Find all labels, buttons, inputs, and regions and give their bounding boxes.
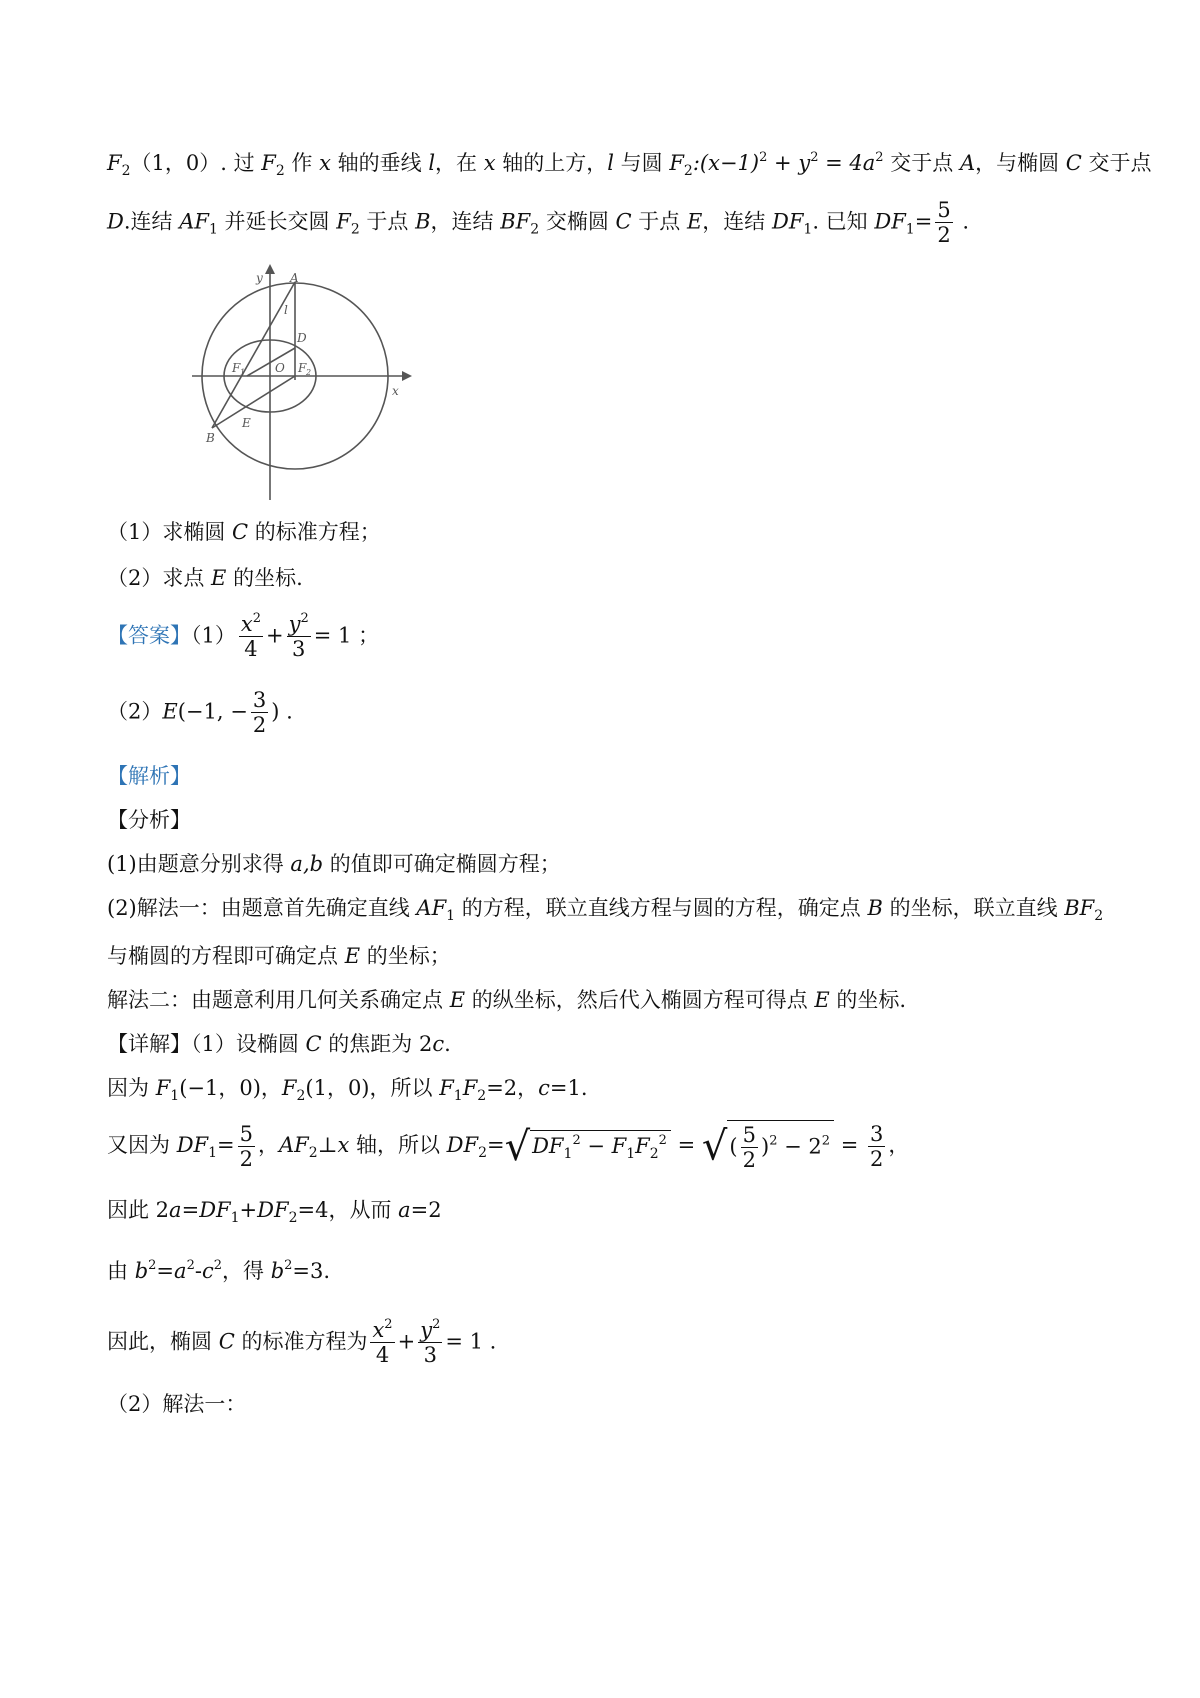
text: (2)解法一：由题意首先确定直线 <box>107 896 417 920</box>
numerator: 3 <box>252 688 267 712</box>
text: DF <box>532 1134 564 1159</box>
label-f2-sub: 2 <box>306 368 312 377</box>
label-l: l <box>284 303 288 317</box>
text: 轴，所以 <box>349 1133 447 1158</box>
detail-line-7: （2）解法一： <box>107 1392 247 1416</box>
text: :(x−1) <box>692 151 760 175</box>
text: DF <box>176 1133 209 1158</box>
text: = <box>181 1198 200 1222</box>
text: 由 <box>107 1259 135 1283</box>
denominator: 4 <box>375 1343 390 1368</box>
text: = <box>217 1133 235 1158</box>
text: E <box>162 699 178 724</box>
detail-line-1 <box>107 1032 451 1057</box>
text: 2 <box>432 1317 441 1332</box>
text: = 4a <box>818 151 876 175</box>
text: (−1，0)， <box>179 1076 282 1100</box>
label-b: B <box>206 431 215 445</box>
text: 2 <box>252 611 261 626</box>
text: 的值即可确定椭圆方程； <box>323 852 561 876</box>
text: l <box>428 151 436 175</box>
detail-line-6 <box>107 1318 496 1368</box>
text: 并延长交圆 <box>217 209 337 234</box>
text: =2 <box>410 1198 442 1222</box>
text: C <box>232 520 249 544</box>
text: DF <box>446 1133 479 1158</box>
text: ，连结 <box>702 209 772 234</box>
text: B <box>415 209 431 234</box>
text: 1 <box>208 221 218 238</box>
text: = <box>914 209 933 234</box>
text: D <box>107 209 124 234</box>
fenxi-tag: 【分析】 <box>107 808 191 832</box>
text: .连结 <box>123 209 180 234</box>
denominator: 4 <box>244 637 258 662</box>
text: 交椭圆 <box>539 209 616 234</box>
text: 轴的垂线 <box>330 151 429 175</box>
text: 作 <box>284 151 320 175</box>
x-axis-arrow <box>402 371 412 381</box>
text: ，与椭圆 <box>975 151 1066 175</box>
question-1 <box>107 520 381 545</box>
text: = 1 ； <box>313 623 380 648</box>
denominator: 2 <box>252 713 267 738</box>
text: 2 <box>186 1258 195 1273</box>
text: l <box>607 151 614 175</box>
text: a <box>398 1198 411 1222</box>
text: 1 <box>453 1088 463 1104</box>
label-y: y <box>256 271 263 285</box>
square-root <box>702 1120 834 1173</box>
text: 2 <box>769 1133 778 1149</box>
text: (−1, − <box>177 699 248 724</box>
denominator: 2 <box>937 223 951 248</box>
numerator <box>418 1318 442 1343</box>
text: F <box>107 151 122 175</box>
text: 1 <box>208 1145 218 1162</box>
text: 1 <box>905 221 915 238</box>
text: ⊥ <box>317 1133 338 1158</box>
detail-tag: 【详解】 <box>107 1032 191 1056</box>
problem-line-1 <box>107 150 1152 180</box>
text: 2 <box>477 1088 487 1104</box>
text: BF <box>1064 896 1095 920</box>
text: =4，从而 <box>297 1198 399 1222</box>
text: = <box>156 1259 175 1283</box>
text: 1 <box>626 1146 636 1163</box>
text: = <box>670 1133 702 1158</box>
text: 2 <box>308 1145 318 1162</box>
text: x <box>483 151 496 175</box>
text: 的方程，联立直线方程与圆的方程，确定点 <box>455 896 868 920</box>
text: F <box>462 1076 478 1100</box>
text: 2 <box>350 221 360 238</box>
fraction <box>868 1122 885 1172</box>
text: 因为 <box>107 1076 156 1100</box>
detail-line-4 <box>107 1198 442 1227</box>
denominator: 3 <box>292 637 306 662</box>
radicand <box>530 1130 671 1163</box>
text: ) <box>760 1134 770 1159</box>
text: （1） <box>191 623 236 648</box>
detail-line-3 <box>107 1120 909 1173</box>
text: 2 <box>300 611 309 626</box>
text: 的坐标. <box>226 566 303 590</box>
text: = <box>834 1133 866 1158</box>
radical-sign: √ <box>701 1123 728 1170</box>
text: 2 <box>810 150 819 165</box>
text: (1)由题意分别求得 <box>107 852 291 876</box>
text: ，连结 <box>430 209 501 234</box>
label-d: D <box>297 331 307 345</box>
text: a <box>174 1259 187 1283</box>
text: （2） <box>107 699 163 724</box>
text: 于点 <box>359 209 416 234</box>
text: C <box>615 209 632 234</box>
text: 2 <box>478 1145 487 1162</box>
text: 2 <box>572 1133 581 1149</box>
text: 2 <box>821 1133 831 1149</box>
text: x <box>372 1318 385 1342</box>
fraction <box>935 198 952 248</box>
text: E <box>344 944 361 968</box>
text: E <box>814 988 830 1012</box>
label-f1-sub: 1 <box>240 368 246 377</box>
text: 2 <box>649 1146 659 1163</box>
text: + y <box>767 151 811 175</box>
text: 因此 2 <box>107 1198 170 1222</box>
text: F <box>281 1076 297 1100</box>
problem-line-2 <box>107 198 969 248</box>
label-f2: F <box>298 361 307 375</box>
denominator: 2 <box>742 1148 756 1173</box>
text: b <box>270 1259 285 1283</box>
numerator <box>370 1318 394 1343</box>
fraction <box>741 1123 758 1173</box>
text: DF <box>199 1198 231 1222</box>
text: 的坐标； <box>360 944 451 968</box>
text: + <box>266 623 284 648</box>
text: a <box>169 1198 182 1222</box>
text: AF <box>279 1133 309 1158</box>
text: = <box>486 1133 505 1158</box>
text: 的标准方程； <box>248 520 381 544</box>
numerator <box>239 612 263 637</box>
text: =1. <box>549 1076 588 1100</box>
text: 1 <box>803 221 813 238</box>
answer-line-2 <box>107 688 293 738</box>
text: AF <box>416 896 447 920</box>
text: x <box>337 1133 350 1158</box>
text: ，在 <box>435 151 484 175</box>
analysis-line-3 <box>107 944 451 969</box>
text: 解法二：由题意利用几何关系确定点 <box>107 988 450 1012</box>
text: ( <box>729 1134 738 1159</box>
text: . <box>955 209 970 234</box>
label-e: E <box>242 416 251 430</box>
text: C <box>1065 151 1082 175</box>
text: E <box>686 209 703 234</box>
text: 2 <box>683 163 693 179</box>
text: + <box>397 1329 416 1354</box>
text: 于点 <box>631 209 687 234</box>
denominator: 3 <box>423 1343 437 1368</box>
text: c <box>538 1076 550 1100</box>
text: 的坐标，联立直线 <box>882 896 1065 920</box>
text: x <box>240 612 253 636</box>
radicand <box>727 1120 834 1173</box>
text: y <box>288 612 301 636</box>
text: 1 <box>563 1146 573 1163</box>
fraction <box>287 612 311 662</box>
text: 与椭圆的方程即可确定点 <box>107 944 345 968</box>
text: 2 <box>275 163 285 179</box>
text: 的焦距为 2 <box>321 1032 433 1056</box>
text: 1 <box>230 1210 240 1226</box>
text: F <box>261 151 276 175</box>
text: . 已知 <box>812 209 875 234</box>
text: − F <box>580 1134 627 1159</box>
numerator: 5 <box>742 1123 756 1147</box>
label-a: A <box>290 271 299 285</box>
text: E <box>449 988 466 1012</box>
text: ， <box>888 1133 910 1158</box>
fraction <box>370 1318 394 1368</box>
text: 的纵坐标，然后代入椭圆方程可得点 <box>465 988 815 1012</box>
text: F <box>669 151 684 175</box>
text: DF <box>771 209 804 234</box>
text: c <box>432 1032 445 1056</box>
detail-line-5 <box>107 1258 330 1284</box>
text: (1，0)，所以 <box>305 1076 440 1100</box>
numerator: 3 <box>870 1121 884 1146</box>
numerator: 5 <box>937 198 951 222</box>
analysis-line-4 <box>107 988 906 1013</box>
text: ，得 <box>222 1259 271 1283</box>
text: （1，0）. 过 <box>130 151 262 175</box>
text: 2 <box>658 1133 667 1149</box>
label-x: x <box>392 384 399 398</box>
text: ) . <box>271 699 293 724</box>
label-f1: F <box>232 361 241 375</box>
geometry-figure <box>192 262 432 502</box>
radical-sign: √ <box>504 1123 531 1170</box>
text: 因此，椭圆 <box>107 1329 219 1354</box>
fraction <box>251 688 268 738</box>
text: 2 <box>875 150 884 165</box>
text: （1）设椭圆 <box>191 1032 306 1056</box>
text: - <box>194 1259 202 1283</box>
text: 2 <box>384 1317 393 1332</box>
text: 2 <box>759 150 768 165</box>
text: F <box>336 209 351 234</box>
numerator: 5 <box>239 1121 254 1146</box>
text: − 2 <box>777 1134 822 1159</box>
text: 的标准方程为 <box>234 1329 368 1354</box>
text: （1）求椭圆 <box>107 520 233 544</box>
text: DF <box>257 1198 289 1222</box>
text: =2， <box>486 1076 539 1100</box>
square-root <box>504 1123 671 1170</box>
text: a,b <box>290 852 324 876</box>
denominator: 2 <box>870 1146 884 1171</box>
text: 1 <box>170 1088 180 1104</box>
jiexi-tag: 【解析】 <box>107 764 191 788</box>
text: C <box>305 1032 322 1056</box>
text: F <box>635 1134 650 1159</box>
text: 的坐标. <box>829 988 907 1012</box>
answer-tag: 【答案】 <box>107 623 191 648</box>
denominator: 2 <box>239 1146 254 1171</box>
fraction <box>238 1122 255 1172</box>
text: 交于点 <box>883 151 960 175</box>
text: =3. <box>292 1259 331 1283</box>
text: DF <box>874 209 906 234</box>
text: 与圆 <box>613 151 670 175</box>
text: 交于点 <box>1081 151 1152 175</box>
text: 2 <box>1094 908 1104 924</box>
text: C <box>218 1329 235 1354</box>
text: = 1 . <box>445 1329 497 1354</box>
analysis-line-2 <box>107 896 1103 925</box>
numerator <box>287 612 311 637</box>
text: y <box>420 1318 433 1342</box>
text: BF <box>500 209 531 234</box>
text: 2 <box>121 163 131 179</box>
detail-line-2 <box>107 1076 588 1105</box>
text: . <box>444 1032 451 1056</box>
text: 2 <box>284 1258 293 1273</box>
text: x <box>319 151 331 175</box>
text: 2 <box>148 1258 157 1273</box>
text: c <box>201 1259 214 1283</box>
text: b <box>134 1259 149 1283</box>
text: B <box>867 896 883 920</box>
fraction <box>418 1318 442 1368</box>
text: （2）求点 <box>107 566 212 590</box>
text: 1 <box>446 908 456 924</box>
text: A <box>959 151 976 175</box>
text: F <box>155 1076 171 1100</box>
fraction <box>239 612 263 662</box>
text: F <box>439 1076 454 1100</box>
text: 轴的上方， <box>495 151 608 175</box>
text: 又因为 <box>107 1133 177 1158</box>
text: 2 <box>530 221 540 238</box>
answer-line-1 <box>107 612 379 662</box>
text: 2 <box>288 1210 298 1226</box>
text: AF <box>179 209 209 234</box>
text: 2 <box>296 1088 306 1104</box>
text: ， <box>258 1133 280 1158</box>
text: + <box>239 1198 258 1222</box>
question-2 <box>107 566 303 591</box>
y-axis-arrow <box>265 264 275 274</box>
text: E <box>211 566 227 590</box>
analysis-line-1 <box>107 852 561 877</box>
text: 2 <box>213 1258 222 1273</box>
label-o: O <box>275 361 285 375</box>
